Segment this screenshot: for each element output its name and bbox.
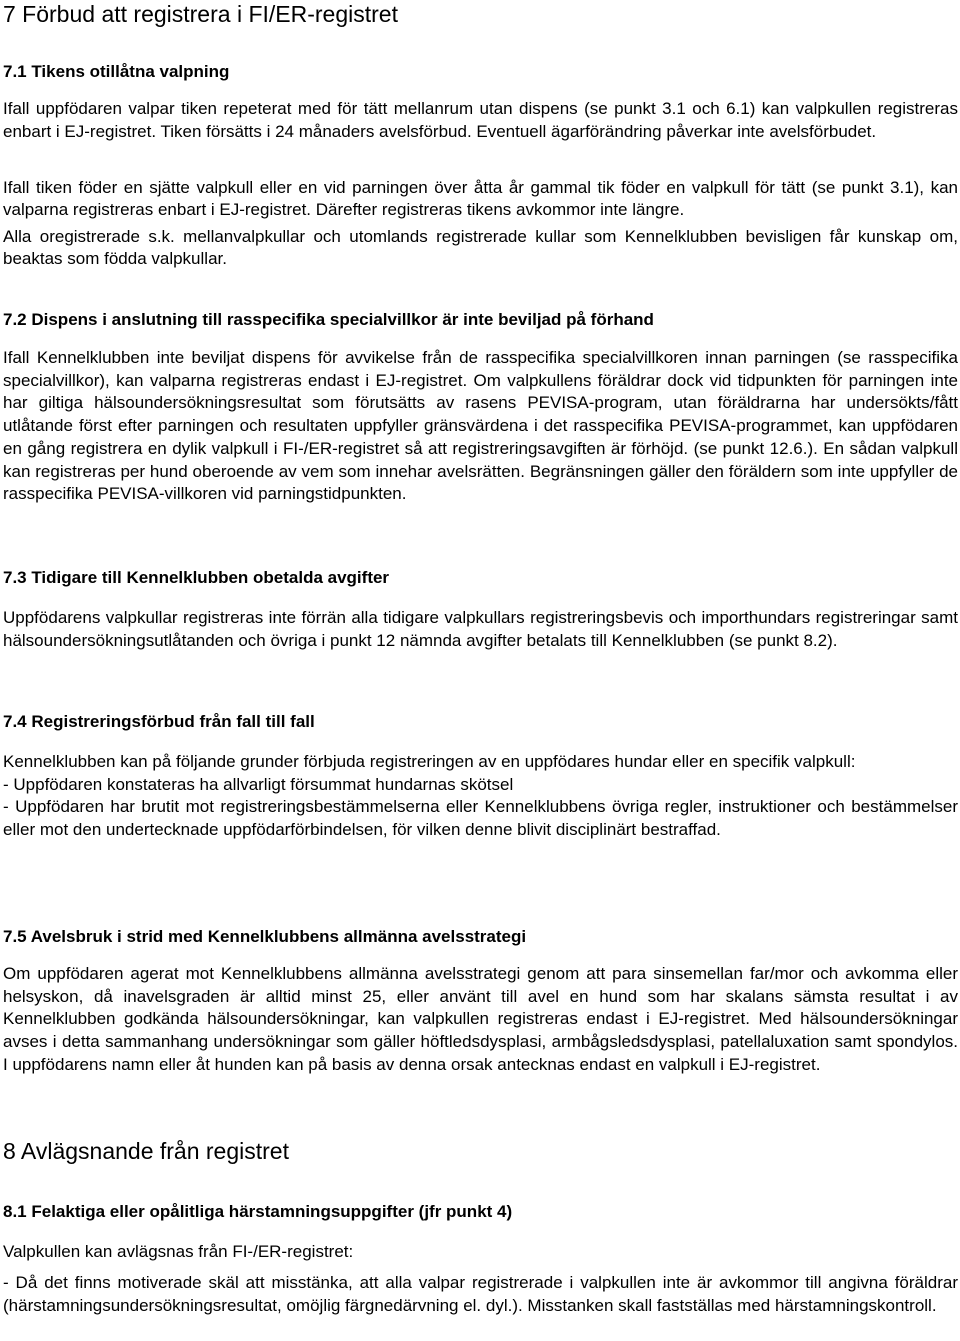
section-7-4-paragraph-1: Kennelklubben kan på följande grunder förbjuda registreringen av en uppfödares hundar eller en specifik valpkull: [3, 752, 856, 771]
section-7-3 [3, 567, 958, 588]
section-7-4-list-item-2: - Uppfödaren har brutit mot registreringsbestämmelserna eller Kennelklubbens övriga regler, instruktioner och bestämmelser eller mot den undertecknade uppfödarförbindelsen, för vilken denne blivit disciplinärt bestraffad. [3, 797, 958, 840]
section-7-2-paragraph-1: Ifall Kennelklubben inte beviljat dispens för avvikelse från de rasspecifika specialvillkoren innan parningen (se rasspecifika specialvillkor), kan valparna registreras endast i EJ-registret. Om valpkullens föräldrar dock vid tidpunkten för parningen inte har giltiga hälsoundersökningsresultat som förutsätts av rasens PEVISA-program, utan föräldrarna har undersökts/fått utlåtande först efter parningen och resultaten uppfyller gränsvärdena i det rasspecifika PEVISA-programmet, kan uppfödaren en gång registrera en dylik valpkull i FI-/ER-registret så att registreringsavgiften är förhöjd. (se punkt 12.6.). En sådan valpkull kan registreras per hund oberoende av vem som innehar avelsrätten. Begränsningen gäller den föräldern som inte uppfyller de rasspecifika PEVISA-villkoren vid parningstidpunkten. [3, 348, 958, 504]
section-7-2-heading: 7.2 Dispens i anslutning till rasspecifika specialvillkor är inte beviljad på förhand [3, 310, 654, 329]
section-8-1 [3, 1201, 958, 1222]
section-7-1-body-2 [3, 177, 958, 220]
section-7-3-body [3, 607, 958, 652]
section-8-1-paragraph-2: - Då det finns motiverade skäl att misstänka, att alla valpar registrerade i valpkullen inte är avkommor till angivna föräldrar (härstamningsundersökningsresultat, omöjlig färgnedärvning el. dyl.). Misstanken skall fastställas med härstamningskontroll. [3, 1273, 958, 1315]
section-8 [3, 1137, 958, 1165]
section-7-1 [3, 61, 958, 82]
section-7-1-paragraph-1: Ifall uppfödaren valpar tiken repeterat med för tätt mellanrum utan dispens (se punkt 3.1 och 6.1) kan valpkullen registreras enbart i EJ-registret. Tiken försätts i 24 månaders avelsförbud. Eventuell ägarförändring påverkar inte avelsförbudet. [3, 99, 958, 141]
section-7-1-paragraph-2: Ifall tiken föder en sjätte valpkull eller en vid parningen över åtta år gammal tik föder en valpkull för tätt (se punkt 3.1), kan valparna registreras enbart i EJ-registret. Därefter registreras tikens avkommor inte längre. [3, 178, 958, 219]
section-7-1-body [3, 98, 958, 143]
section-7-5-body [3, 963, 958, 1077]
section-7-4-list-item-1: - Uppfödaren konstateras ha allvarligt försummat hundarnas skötsel [3, 774, 514, 794]
section-7-title: 7 Förbud att registrera i FI/ER-registret [3, 1, 398, 27]
section-7-4-heading: 7.4 Registreringsförbud från fall till fall [3, 712, 315, 731]
section-8-1-body-2 [3, 1272, 958, 1317]
section-7-5-heading: 7.5 Avelsbruk i strid med Kennelklubbens allmänna avelsstrategi [3, 927, 527, 946]
section-7-4-body [3, 751, 958, 842]
section-7-2-body [3, 347, 958, 506]
section-7-3-paragraph-1: Uppfödarens valpkullar registreras inte förrän alla tidigare valpkullars registreringsbevis och importhundars registreringar samt hälsoundersökningsutlåtanden och övriga i punkt 12 nämnda avgifter betalats till Kennelklubben (se punkt 8.2). [3, 608, 958, 650]
section-8-title: 8 Avlägsnande från registret [3, 1138, 289, 1164]
section-7-1-heading: 7.1 Tikens otillåtna valpning [3, 62, 230, 81]
section-7-4 [3, 711, 958, 732]
section-7-5-paragraph-1: Om uppfödaren agerat mot Kennelklubbens allmänna avelsstrategi genom att para sinsemellan far/mor och avkomma eller helsyskon, då inavelsgraden är alltid minst 25, eller använt till avel en hund som har skalans sämsta resultat i av Kennelklubben godkända hälsoundersökningar, kan valpkullen registreras endast i EJ-registret. Med hälsoundersökningar avses i detta sammanhang undersökningar som gäller höftledsdysplasi, armbågsledsdysplasi, patellaluxation samt spondylos. I uppfödarens namn eller åt hunden kan på basis av denna orsak antecknas endast en valpkull i EJ-registret. [3, 964, 958, 1074]
section-8-1-heading: 8.1 Felaktiga eller opålitliga härstamningsuppgifter (jfr punkt 4) [3, 1202, 513, 1221]
section-8-1-body [3, 1241, 958, 1264]
section-7-2 [3, 309, 958, 330]
section-7-3-heading: 7.3 Tidigare till Kennelklubben obetalda avgifter [3, 568, 390, 587]
section-7-5 [3, 926, 958, 947]
section-7-1-paragraph-3: Alla oregistrerade s.k. mellanvalpkullar och utomlands registrerade kullar som Kennelklubben bevisligen får kunskap om, beaktas som födda valpkullar. [3, 227, 958, 268]
section-7-1-body-3 [3, 226, 958, 269]
section-7 [3, 0, 958, 28]
section-8-1-paragraph-1: Valpkullen kan avlägsnas från FI-/ER-registret: [3, 1242, 354, 1261]
